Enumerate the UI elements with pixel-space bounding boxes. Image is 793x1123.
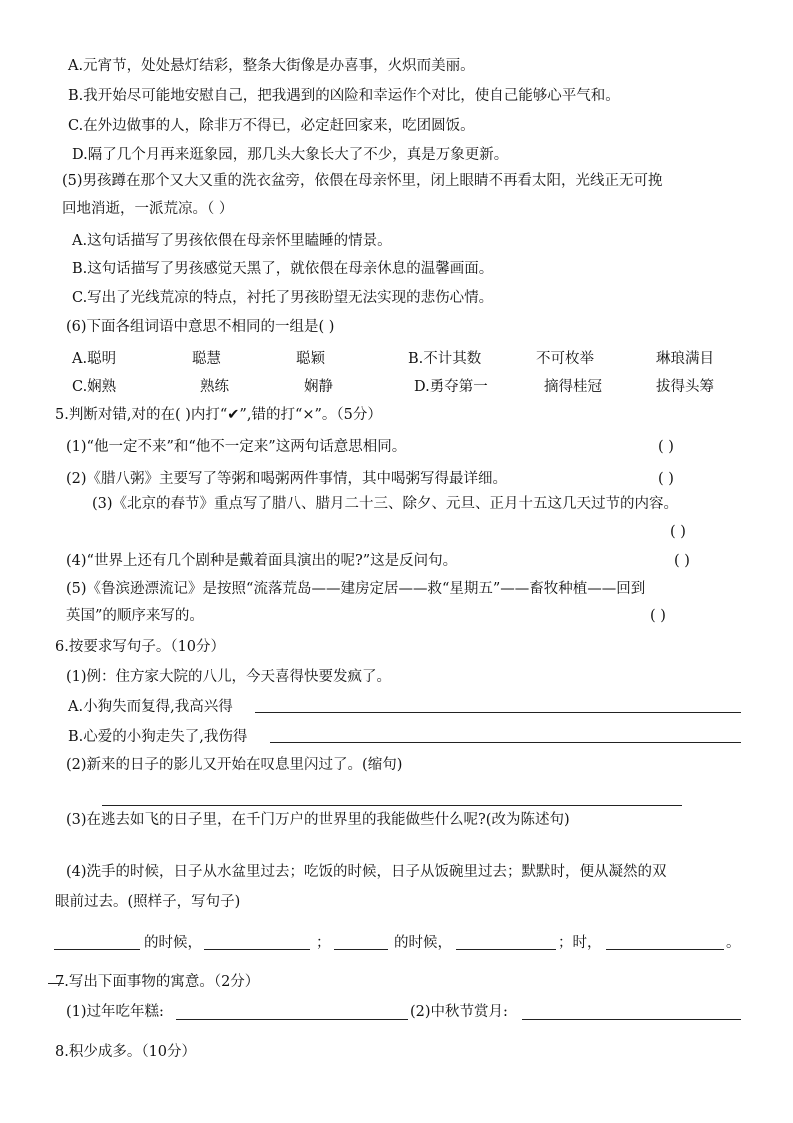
answer-line[interactable] [204,949,310,950]
fill-label-e: 。 [726,935,741,951]
rewrite-item-3: (3)在逃去如飞的日子里，在千门万户的世界里的我能做些什么呢?(改为陈述句) [66,812,570,828]
answer-line[interactable] [456,949,556,950]
answer-line[interactable] [255,712,741,713]
strike-mark [48,983,64,984]
rewrite-item-4-line1: (4)洗手的时候，日子从水盆里过去；吃饭的时候，日子从饭碗里过去；默默时，便从凝然的双 [66,864,667,880]
word-d1: D.勇夺第一 [414,379,488,395]
word-d3: 拔得头筹 [656,379,714,395]
meaning-item-2: (2)中秋节赏月: [410,1004,508,1020]
judge-item-5-line2: 英国”的顺序来写的。 [66,608,204,624]
answer-line[interactable] [522,1019,741,1020]
word-b1: B.不计其数 [408,351,482,367]
word-c2: 熟练 [200,379,229,395]
rewrite-item-4-line2: 眼前过去。(照样子，写句子) [55,894,241,910]
rewrite-item-1a: A.小狗失而复得,我高兴得 [68,699,233,715]
fill-label-b: ； [316,935,331,951]
rewrite-item-1b: B.心爱的小狗走失了,我伤得 [68,729,248,745]
word-d2: 摘得桂冠 [544,379,602,395]
answer-line[interactable] [102,805,682,806]
meaning-item-1: (1)过年吃年糕: [66,1004,164,1020]
answer-line[interactable] [270,742,741,743]
question-4-5-line2: 回地消逝，一派荒凉。（ ） [62,201,234,217]
answer-paren[interactable]: ( ) [658,471,674,487]
option-b: B.我开始尽可能地安慰自己，把我遇到的凶险和幸运作个对比，使自己能够心平气和。 [68,88,620,104]
answer-line[interactable] [176,1019,408,1020]
option-d: D.隔了几个月再来逛象园，那几头大象长大了不少，真是万象更新。 [72,147,509,163]
answer-paren[interactable]: ( ) [674,553,690,569]
word-b3: 琳琅满目 [656,351,714,367]
word-c3: 娴静 [304,379,333,395]
option-c: C.在外边做事的人，除非万不得已，必定赶回家来，吃团圆饭。 [68,118,475,134]
question-4-6: (6)下面各组词语中意思不相同的一组是( ) [66,319,335,335]
option-c: C.写出了光线荒凉的特点，衬托了男孩盼望无法实现的悲伤心情。 [72,290,494,306]
fill-label-d: ；时， [558,935,602,951]
option-b: B.这句话描写了男孩感觉天黑了，就依偎在母亲休息的温馨画面。 [72,261,494,277]
word-b2: 不可枚举 [536,351,594,367]
section-7-heading: 7.写出下面事物的寓意。（2分） [55,974,260,990]
rewrite-item-2: (2)新来的日子的影儿又开始在叹息里闪过了。(缩句) [66,757,403,773]
answer-paren[interactable]: ( ) [670,524,686,540]
answer-paren[interactable]: ( ) [650,608,666,624]
answer-line[interactable] [334,949,388,950]
judge-item-1: (1)“他一定不来”和“他不一定来”这两句话意思相同。 [66,439,407,455]
answer-paren[interactable]: ( ) [658,439,674,455]
word-a3: 聪颖 [296,351,325,367]
judge-item-2: (2)《腊八粥》主要写了等粥和喝粥两件事情，其中喝粥写得最详细。 [66,471,508,487]
fill-label-c: 的时候， [394,935,452,951]
rewrite-item-1: (1)例：住方家大院的八儿，今天喜得快要发疯了。 [66,669,392,685]
judge-item-3: (3)《北京的春节》重点写了腊八、腊月二十三、除夕、元旦、正月十五这几天过节的内容。 [92,496,679,512]
judge-item-4: (4)“世界上还有几个剧种是戴着面具演出的呢?”这是反问句。 [66,553,458,569]
option-a: A.这句话描写了男孩依偎在母亲怀里瞌睡的情景。 [72,233,392,249]
question-4-5-line1: (5)男孩蹲在那个又大又重的洗衣盆旁，依偎在母亲怀里，闭上眼睛不再看太阳，光线正无可挽 [62,173,663,189]
section-8-heading: 8.积少成多。（10分） [55,1044,197,1060]
answer-line[interactable] [54,949,140,950]
section-5-heading: 5.判断对错,对的在( )内打“✔”,错的打“×”。（5分） [55,407,382,423]
option-a: A.元宵节，处处悬灯结彩，整条大街像是办喜事，火炽而美丽。 [68,58,475,74]
fill-label-a: 的时候， [144,935,202,951]
word-c1: C.娴熟 [72,379,117,395]
answer-line[interactable] [606,949,724,950]
word-a2: 聪慧 [192,351,221,367]
judge-item-5-line1: (5)《鲁滨逊漂流记》是按照“流落荒岛——建房定居——救“星期五”——畜牧种植——回到 [66,581,646,597]
section-6-heading: 6.按要求写句子。（10分） [55,639,226,655]
word-a1: A.聪明 [72,351,117,367]
